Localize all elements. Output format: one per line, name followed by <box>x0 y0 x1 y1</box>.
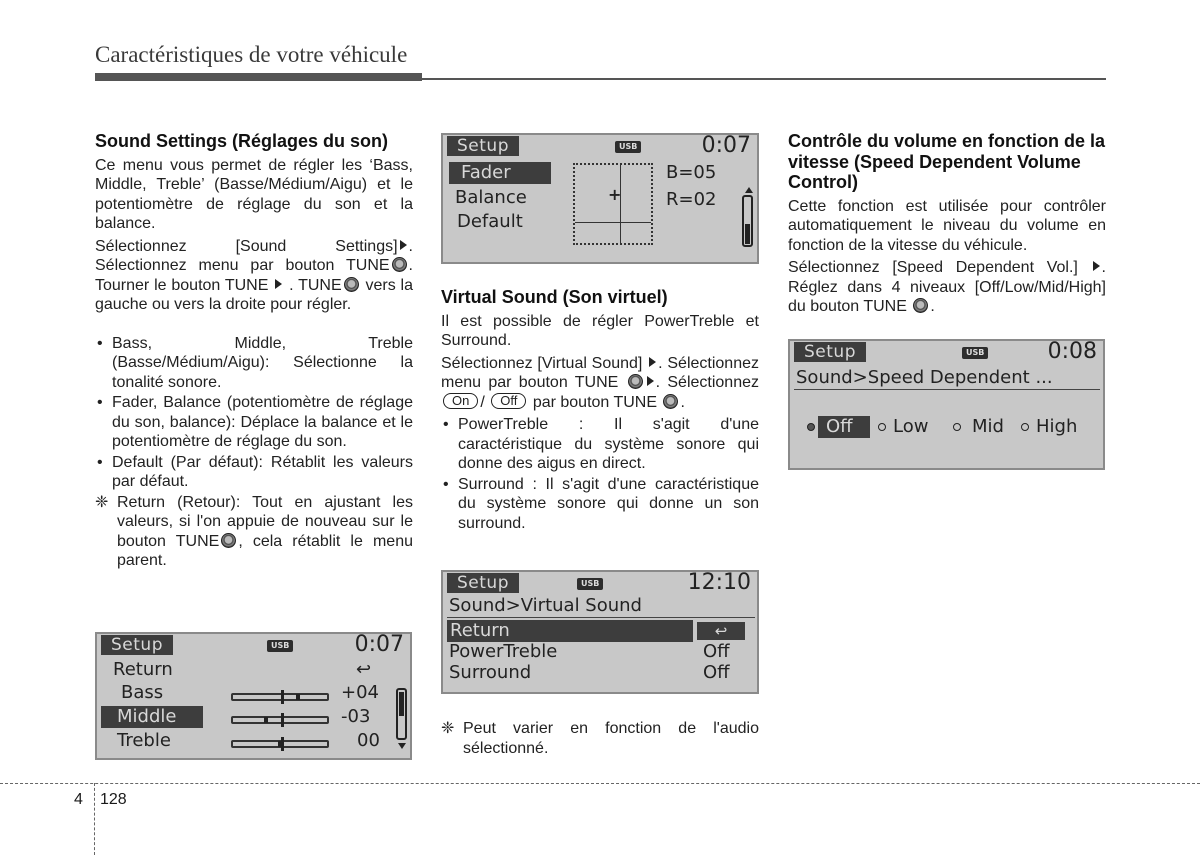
bullet-list <box>95 334 413 492</box>
text: Peut varier en fonction de l'audio sélectionné. <box>463 720 759 757</box>
footer-divider <box>94 783 95 855</box>
paragraph: Il est possible de régler PowerTreble et Surround. <box>441 312 759 349</box>
return-icon: ↩ <box>356 659 372 680</box>
column-sound-settings <box>95 131 413 571</box>
screen-fader-balance <box>441 133 759 264</box>
text: . <box>930 298 935 315</box>
text: par bouton TUNE <box>532 393 658 411</box>
clock: 0:07 <box>701 133 751 158</box>
clock: 12:10 <box>687 570 751 595</box>
radio-icon[interactable] <box>878 423 886 431</box>
paragraph-instructions <box>95 237 413 315</box>
return-icon[interactable]: ↩ <box>697 622 745 640</box>
heading-speed-dependent: Contrôle du volume en fonction de la vitesse (Speed Dependent Volume Control) <box>788 131 1106 192</box>
menu-item-middle[interactable]: Middle <box>101 706 203 728</box>
radio-icon[interactable] <box>953 423 961 431</box>
heading-sound-settings: Sound Settings (Réglages du son) <box>95 131 389 151</box>
tune-knob-icon <box>663 394 678 409</box>
text: . Tourner le bouton TUNE <box>95 257 413 294</box>
list-item: • Fader, Balance (potentiomètre de réglage du son, balance): Déplace la balance et le potentiomètre de réglage du son. <box>95 393 413 452</box>
option-low[interactable]: Low <box>893 416 929 437</box>
text: . <box>680 393 685 411</box>
page-number: 128 <box>100 791 127 808</box>
tune-knob-icon <box>913 298 928 313</box>
text: . Sélectionnez menu par bouton TUNE <box>95 237 413 274</box>
setup-tag: Setup <box>447 136 519 156</box>
heading-virtual-sound: Virtual Sound (Son virtuel) <box>441 287 668 307</box>
treble-value: 00 <box>357 730 380 751</box>
bass-slider[interactable] <box>231 693 329 701</box>
text: Sélectionnez [Virtual Sound] <box>441 354 643 372</box>
note-symbol-icon: ❈ <box>95 493 109 511</box>
text: Return (Retour): Tout en ajustant les valeurs, si l'on appuie de nouveau sur le bouton TUNE <box>117 493 413 550</box>
note <box>441 719 759 758</box>
surround-value: Off <box>703 662 730 683</box>
setup-tag: Setup <box>447 573 519 593</box>
footer-rule <box>0 783 1200 784</box>
slider-thumb[interactable] <box>296 694 300 700</box>
radio-icon[interactable] <box>1021 423 1029 431</box>
menu-item-return[interactable]: Return <box>113 659 173 680</box>
scroll-down-icon <box>398 743 406 749</box>
menu-item-balance[interactable]: Balance <box>455 187 527 208</box>
text: . Réglez dans 4 niveaux [Off/Low/Mid/High] du bouton TUNE <box>788 259 1106 315</box>
treble-slider[interactable] <box>231 740 329 748</box>
usb-icon: USB <box>962 347 988 359</box>
tune-knob-icon <box>628 374 643 389</box>
powertreble-value: Off <box>703 641 730 662</box>
menu-item-treble[interactable]: Treble <box>117 730 171 751</box>
page-header-title: Caractéristiques de votre véhicule <box>95 42 408 67</box>
arrow-right-icon <box>647 376 654 386</box>
text: Sélectionnez [Speed Dependent Vol.] <box>788 259 1078 276</box>
option-high[interactable]: High <box>1036 416 1078 437</box>
paragraph: Ce menu vous permet de régler les ‘Bass, Middle, Treble’ (Basse/Médium/Aigu) et le potentiomètre de réglage du son et la balance. <box>95 156 413 232</box>
option-mid[interactable]: Mid <box>972 416 1004 437</box>
menu-item-default[interactable]: Default <box>457 211 523 232</box>
list-item: • Bass, Middle, Treble (Basse/Médium/Aigu): Sélectionne la tonalité sonore. <box>95 334 413 393</box>
option-off[interactable]: Off <box>818 416 870 438</box>
text: Sélectionnez [Sound Settings] <box>95 237 398 255</box>
slider-thumb[interactable] <box>278 741 282 747</box>
screen-sound-settings <box>95 632 412 760</box>
header-rule-thin <box>422 78 1106 80</box>
balance-value: B=05 <box>666 162 717 183</box>
setup-tag: Setup <box>794 342 866 362</box>
text: . Sélectionnez menu par bouton TUNE <box>441 354 759 391</box>
scrollbar[interactable] <box>742 195 753 247</box>
usb-icon: USB <box>267 640 293 652</box>
menu-item-fader[interactable]: Fader <box>449 162 551 184</box>
on-button-icon: On <box>443 393 478 409</box>
middle-slider[interactable] <box>231 716 329 724</box>
section-number: 4 <box>74 791 83 808</box>
list-item: • PowerTreble : Il s'agit d'une caractéristique du système sonore qui donne des aigus en direct. <box>441 415 759 474</box>
header-rule <box>95 73 422 81</box>
text: . TUNE <box>289 276 342 294</box>
menu-item-return[interactable]: Return <box>447 620 693 642</box>
breadcrumb: Sound>Virtual Sound <box>449 595 642 616</box>
column-virtual-sound <box>441 287 759 534</box>
screen-virtual-sound <box>441 570 759 694</box>
radio-selected-icon[interactable] <box>807 423 815 431</box>
list-item: • Surround : Il s'agit d'une caractéristique du système sonore qui donne un son surround. <box>441 475 759 534</box>
bass-value: +04 <box>341 682 379 703</box>
column-speed-dependent <box>788 131 1106 320</box>
arrow-right-icon <box>649 357 656 367</box>
bullet-list <box>441 415 759 533</box>
setup-tag: Setup <box>101 635 173 655</box>
tune-knob-icon <box>392 257 407 272</box>
arrow-right-icon <box>1093 261 1100 271</box>
menu-item-surround[interactable]: Surround <box>449 662 532 683</box>
clock: 0:07 <box>354 632 404 657</box>
arrow-right-icon <box>275 279 282 289</box>
clock: 0:08 <box>1047 339 1097 364</box>
paragraph-instructions <box>441 354 759 413</box>
note-virtual-sound <box>441 719 759 758</box>
scrollbar[interactable] <box>396 688 407 740</box>
tune-knob-icon <box>344 277 359 292</box>
fader-grid <box>573 163 653 245</box>
text: vers la gauche ou vers la droite pour régler. <box>95 276 414 313</box>
text: , cela rétablit le menu parent. <box>117 532 414 569</box>
screen-speed-dependent <box>788 339 1105 470</box>
off-button-icon: Off <box>491 393 526 409</box>
list-item: • Default (Par défaut): Rétablit les valeurs par défaut. <box>95 453 413 492</box>
usb-icon: USB <box>615 141 641 153</box>
paragraph-instructions <box>788 258 1106 317</box>
tune-knob-icon <box>221 533 236 548</box>
note-symbol-icon: ❈ <box>441 720 455 737</box>
menu-item-powertreble[interactable]: PowerTreble <box>449 641 558 662</box>
paragraph: Cette fonction est utilisée pour contrôler automatiquement le niveau du volume en fonction de la vitesse du véhicule. <box>788 197 1106 254</box>
arrow-right-icon <box>400 240 407 250</box>
fader-value: R=02 <box>666 189 717 210</box>
text: . Sélectionnez <box>655 374 760 391</box>
usb-icon: USB <box>577 578 603 590</box>
slider-thumb[interactable] <box>264 717 268 723</box>
breadcrumb: Sound>Speed Dependent ... <box>796 367 1053 388</box>
text: / <box>480 393 485 411</box>
scroll-up-icon <box>745 187 753 193</box>
middle-value: -03 <box>341 706 371 727</box>
fader-position-marker: + <box>608 185 622 204</box>
menu-item-bass[interactable]: Bass <box>121 682 164 703</box>
note <box>95 493 413 571</box>
